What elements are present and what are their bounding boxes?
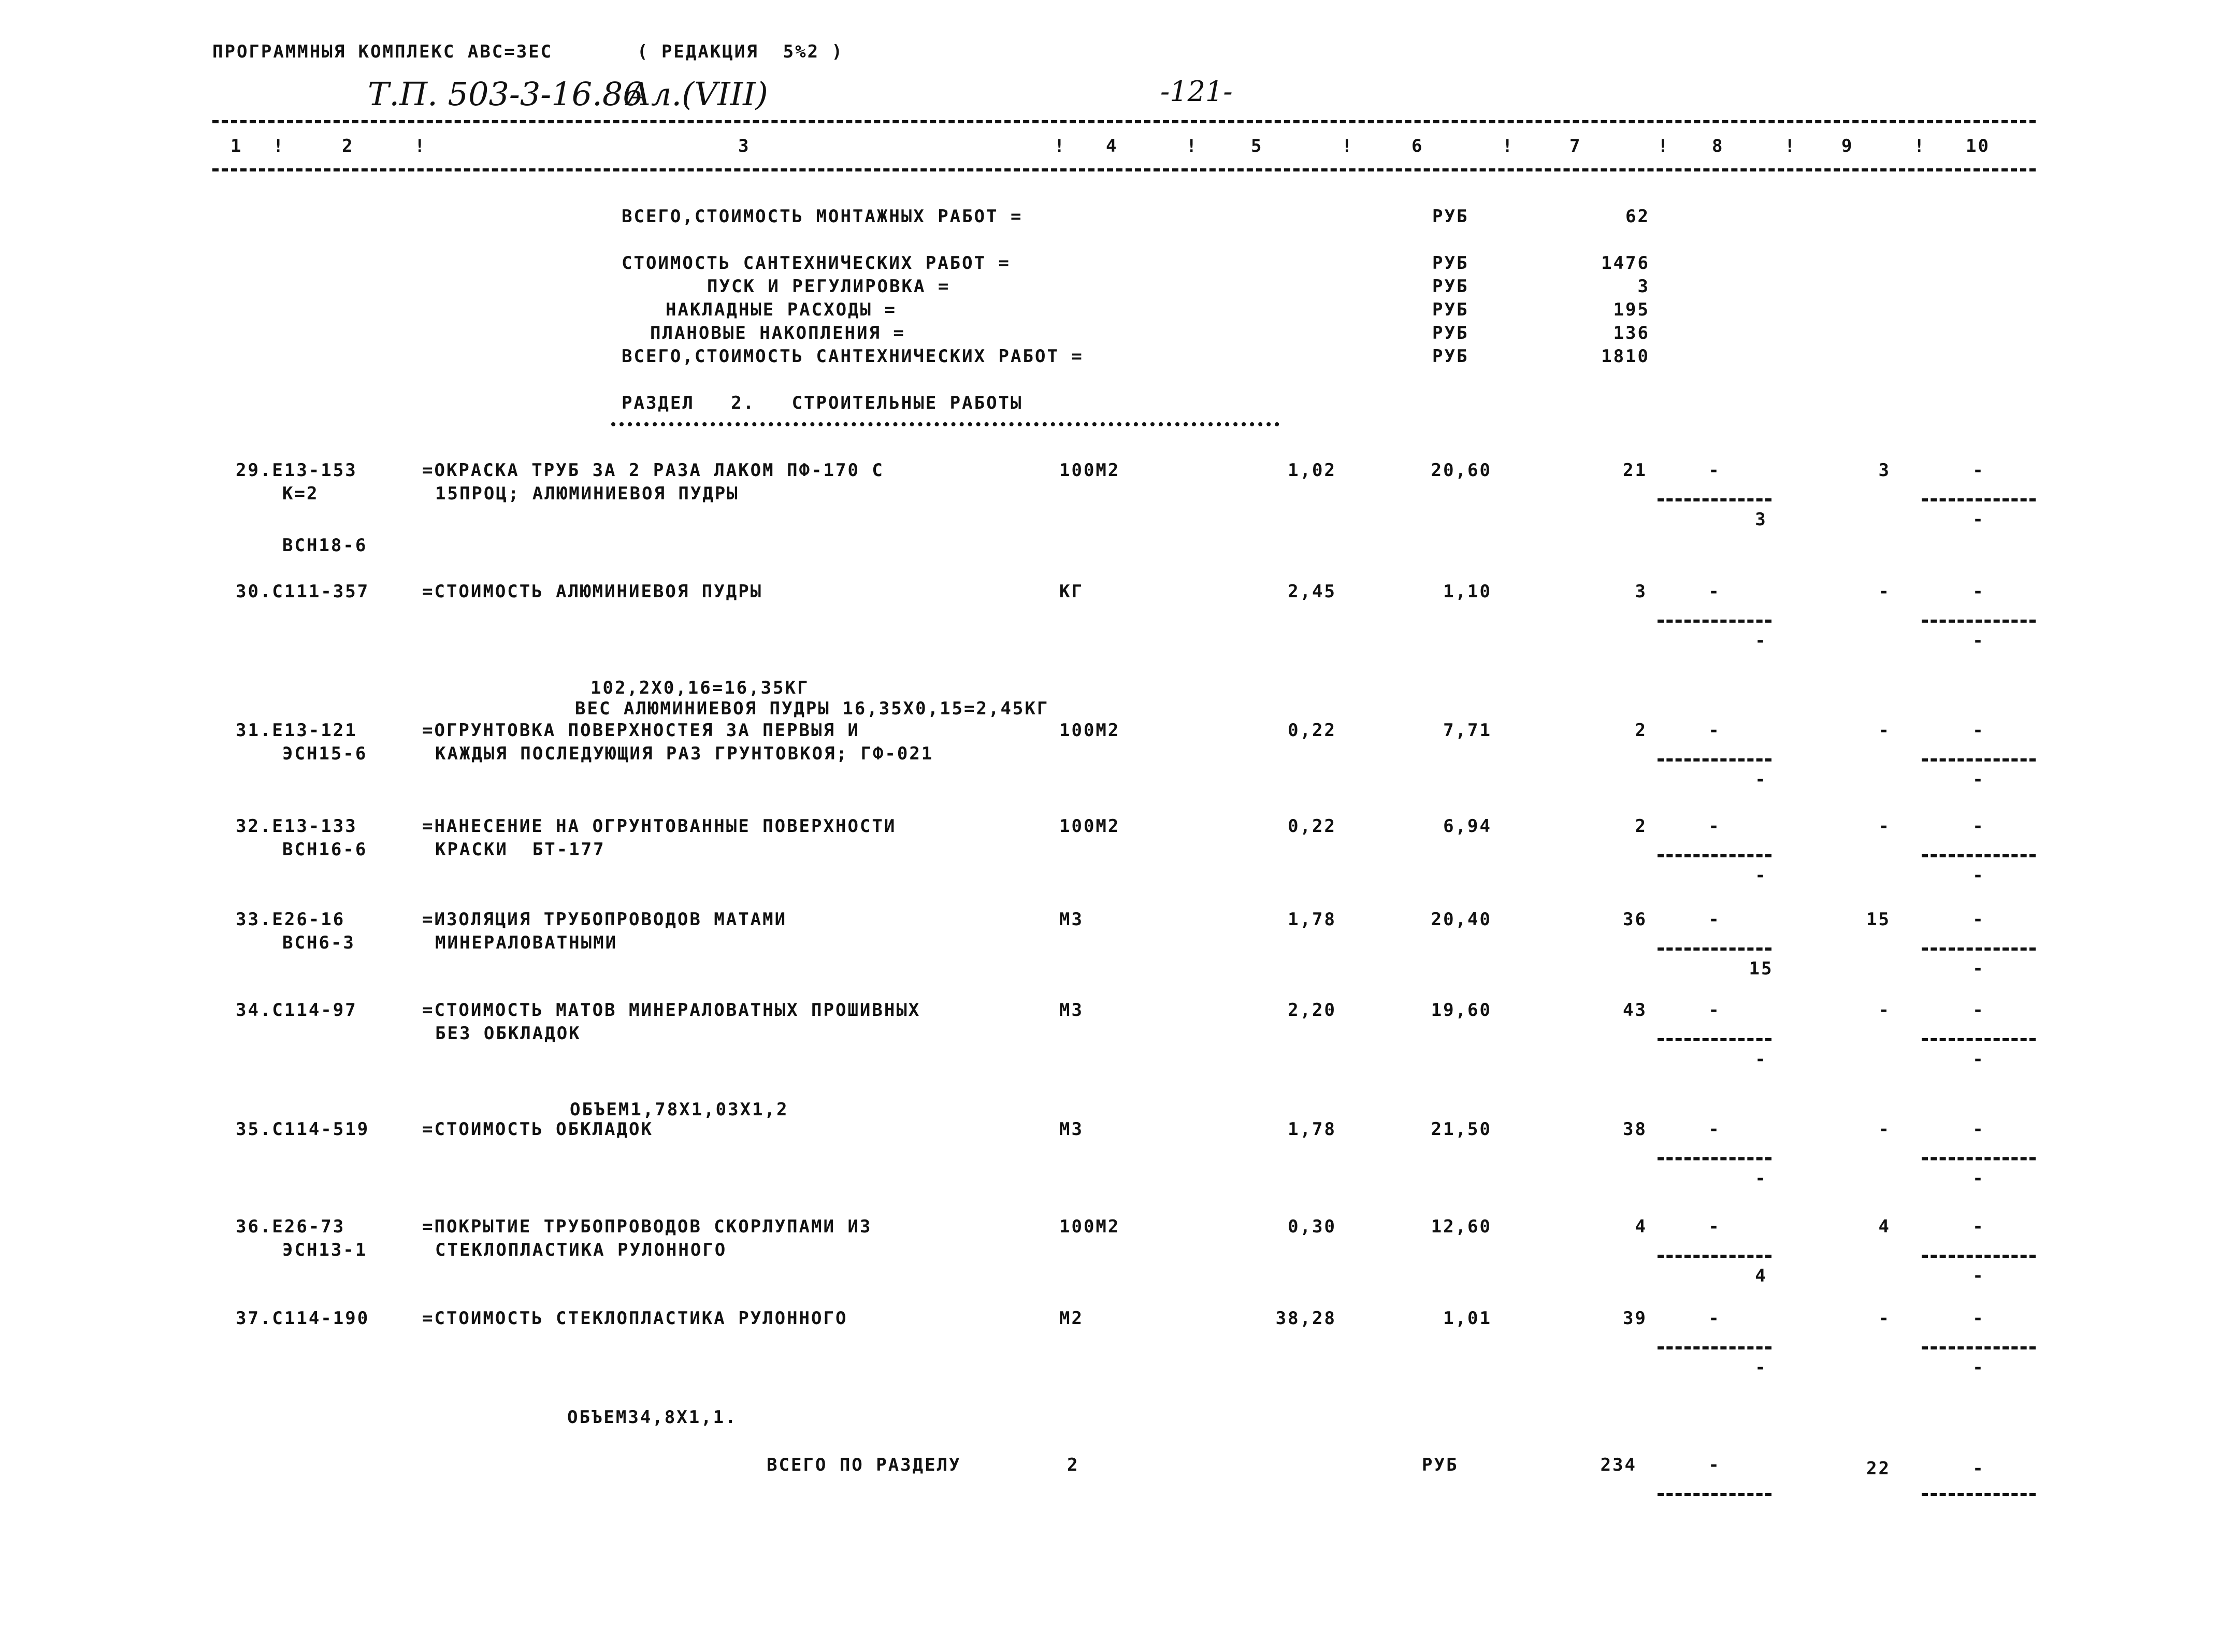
col-5: 5: [1251, 136, 1263, 156]
fraction-line: [1922, 1038, 2036, 1041]
col-10: 10: [1966, 136, 1990, 156]
row-col8-top: -: [1708, 1216, 1721, 1237]
summary-line-value: 3: [1637, 276, 1650, 297]
col-sep: !: [414, 136, 427, 156]
row-col10-top: -: [1972, 816, 1985, 837]
row-col8-top: -: [1708, 581, 1721, 602]
calc-note: ВЕС АЛЮМИНИЕВОЯ ПУДРЫ 16,35Х0,15=2,45КГ: [575, 698, 1049, 719]
fraction-line: [1658, 854, 1771, 857]
col-sep: !: [1502, 136, 1515, 156]
section-total-col9: 22: [1866, 1458, 1891, 1479]
summary-line-value: 195: [1613, 299, 1650, 320]
row-code: 31.Е13-121: [236, 720, 357, 741]
fraction-line: [1658, 947, 1771, 951]
summary-line-label: ВСЕГО,СТОИМОСТЬ САНТЕХНИЧЕСКИХ РАБОТ =: [622, 346, 1084, 367]
fraction-line: [1922, 1346, 2036, 1349]
row-description-cont: КАЖДЫЯ ПОСЛЕДУЮЩИЯ РАЗ ГРУНТОВКОЯ; ГФ-021: [435, 743, 934, 764]
row-col10-bottom: -: [1972, 1357, 1985, 1378]
row-description: =СТОИМОСТЬ АЛЮМИНИЕВОЯ ПУДРЫ: [422, 581, 763, 602]
row-col9: 3: [1878, 460, 1891, 481]
col-sep: !: [1658, 136, 1670, 156]
fraction-line: [1922, 498, 2036, 501]
section-total-unit: РУБ: [1422, 1455, 1459, 1475]
row-quantity: 0,30: [1288, 1216, 1336, 1237]
row-col9: -: [1878, 816, 1891, 837]
sheet-label: Ал.(VIII): [627, 75, 768, 113]
row-total: 39: [1623, 1308, 1647, 1329]
row-description: =ИЗОЛЯЦИЯ ТРУБОПРОВОДОВ МАТАМИ: [422, 909, 787, 930]
summary-line-label: ПУСК И РЕГУЛИРОВКА =: [707, 276, 950, 297]
row-code-secondary: ВСН6-3: [282, 932, 355, 953]
section-total-label: ВСЕГО ПО РАЗДЕЛУ: [767, 1455, 961, 1475]
row-price: 20,40: [1431, 909, 1492, 930]
row-code-secondary: К=2: [282, 483, 319, 504]
row-unit: М2: [1059, 1308, 1084, 1329]
row-col10-bottom: -: [1972, 1049, 1985, 1070]
row-code-secondary: ВСН16-6: [282, 839, 368, 860]
row-quantity: 0,22: [1288, 816, 1336, 837]
row-code-secondary: ЭСН15-6: [282, 743, 368, 764]
fraction-line: [1922, 1157, 2036, 1160]
row-col10-bottom: -: [1972, 958, 1985, 979]
row-price: 6,94: [1443, 816, 1492, 837]
fraction-line: [1922, 1255, 2036, 1258]
row-code: 33.Е26-16: [236, 909, 345, 930]
row-col8-bottom: -: [1755, 769, 1767, 790]
row-description-cont: БЕЗ ОБКЛАДОК: [435, 1023, 581, 1044]
fraction-line: [1658, 1157, 1771, 1160]
page-number: -121-: [1160, 75, 1233, 108]
row-col8-bottom: -: [1755, 865, 1767, 886]
row-code: 32.Е13-133: [236, 816, 357, 837]
row-code: 29.Е13-153: [236, 460, 357, 481]
row-col8-top: -: [1708, 1308, 1721, 1329]
row-code: 37.С114-190: [236, 1308, 370, 1329]
fraction-line: [1658, 498, 1771, 501]
row-unit: 100М2: [1059, 460, 1120, 481]
row-code-secondary: ЭСН13-1: [282, 1240, 368, 1260]
summary-line-label: СТОИМОСТЬ САНТЕХНИЧЕСКИХ РАБОТ =: [622, 253, 1011, 274]
row-unit: 100М2: [1059, 720, 1120, 741]
row-col8-top: -: [1708, 909, 1721, 930]
row-description: =СТОИМОСТЬ МАТОВ МИНЕРАЛОВАТНЫХ ПРОШИВНЫХ: [422, 1000, 921, 1021]
fraction-line: [1922, 620, 2036, 623]
row-description-cont: КРАСКИ БТ-177: [435, 839, 606, 860]
row-col10-top: -: [1972, 460, 1985, 481]
row-col10-top: -: [1972, 1000, 1985, 1021]
row-col9: -: [1878, 1308, 1891, 1329]
row-quantity: 0,22: [1288, 720, 1336, 741]
program-title: ПРОГРАММНЫЯ КОМПЛЕКС АВС=ЗЕС: [212, 41, 553, 62]
summary-line-unit: РУБ: [1432, 253, 1469, 274]
row-unit: 100М2: [1059, 816, 1120, 837]
row-price: 21,50: [1431, 1119, 1492, 1140]
row-col8-top: -: [1708, 720, 1721, 741]
row-code: 35.С114-519: [236, 1119, 370, 1140]
row-price: 1,10: [1443, 581, 1492, 602]
install-total-unit: РУБ: [1432, 206, 1469, 227]
section-total-value: 234: [1600, 1455, 1637, 1475]
section-total-number: 2: [1067, 1455, 1079, 1475]
row-quantity: 2,45: [1288, 581, 1336, 602]
row-col8-top: -: [1708, 1119, 1721, 1140]
row-col10-bottom: -: [1972, 509, 1985, 530]
fraction-line: [1658, 620, 1771, 623]
col-9: 9: [1841, 136, 1854, 156]
row-col8-bottom: -: [1755, 630, 1767, 651]
fraction-line: [1922, 947, 2036, 951]
header-rule-top: [212, 120, 2036, 123]
row-col10-top: -: [1972, 1216, 1985, 1237]
col-sep: !: [1186, 136, 1199, 156]
row-description-cont: 15ПРОЦ; АЛЮМИНИЕВОЯ ПУДРЫ: [435, 483, 739, 504]
row-total: 4: [1635, 1216, 1647, 1237]
section-total-col8: -: [1708, 1455, 1721, 1475]
row-unit: КГ: [1059, 581, 1084, 602]
row-total: 2: [1635, 720, 1647, 741]
fraction-line: [1658, 1346, 1771, 1349]
col-1: 1: [230, 136, 243, 156]
row-description: =ОКРАСКА ТРУБ ЗА 2 РАЗА ЛАКОМ ПФ-170 С: [422, 460, 884, 481]
row-col8-bottom: 3: [1755, 509, 1767, 530]
document-code: Т.П. 503-3-16.86: [368, 75, 643, 113]
row-total: 3: [1635, 581, 1647, 602]
row-price: 20,60: [1431, 460, 1492, 481]
col-4: 4: [1106, 136, 1118, 156]
section-underline: [611, 422, 1279, 426]
calc-note: 102,2Х0,16=16,35КГ: [590, 678, 810, 698]
row-price: 1,01: [1443, 1308, 1492, 1329]
row-col9: -: [1878, 1119, 1891, 1140]
row-unit: М3: [1059, 909, 1084, 930]
row-col10-bottom: -: [1972, 865, 1985, 886]
row-col10-top: -: [1972, 581, 1985, 602]
row-unit: М3: [1059, 1000, 1084, 1021]
row-quantity: 1,78: [1288, 1119, 1336, 1140]
row-total: 38: [1623, 1119, 1647, 1140]
fraction-line: [1922, 1493, 2036, 1496]
summary-line-unit: РУБ: [1432, 323, 1469, 343]
summary-line-unit: РУБ: [1432, 276, 1469, 297]
row-col10-top: -: [1972, 720, 1985, 741]
header-rule-bottom: [212, 168, 2036, 171]
row-col10-bottom: -: [1972, 1266, 1985, 1286]
row-col8-bottom: 15: [1749, 958, 1774, 979]
row-col8-top: -: [1708, 460, 1721, 481]
row-price: 7,71: [1443, 720, 1492, 741]
section-title: РАЗДЕЛ 2. СТРОИТЕЛЬНЫЕ РАБОТЫ: [622, 393, 1023, 413]
summary-line-label: ПЛАНОВЫЕ НАКОПЛЕНИЯ =: [650, 323, 905, 343]
row-col10-bottom: -: [1972, 630, 1985, 651]
row-description: =ОГРУНТОВКА ПОВЕРХНОСТЕЯ ЗА ПЕРВЫЯ И: [422, 720, 860, 741]
row-description: =ПОКРЫТИЕ ТРУБОПРОВОДОВ СКОРЛУПАМИ ИЗ: [422, 1216, 872, 1237]
col-sep: !: [1914, 136, 1926, 156]
row-col9: -: [1878, 581, 1891, 602]
row-col10-top: -: [1972, 1119, 1985, 1140]
summary-line-value: 1476: [1601, 253, 1650, 274]
row-description-cont: МИНЕРАЛОВАТНЫМИ: [435, 932, 618, 953]
row-quantity: 1,78: [1288, 909, 1336, 930]
row-code: 30.С111-357: [236, 581, 370, 602]
row-quantity: 2,20: [1288, 1000, 1336, 1021]
col-2: 2: [342, 136, 354, 156]
summary-line-unit: РУБ: [1432, 299, 1469, 320]
row-col8-bottom: -: [1755, 1357, 1767, 1378]
row-col10-top: -: [1972, 1308, 1985, 1329]
row-col9: 15: [1866, 909, 1891, 930]
row-unit: 100М2: [1059, 1216, 1120, 1237]
row-price: 12,60: [1431, 1216, 1492, 1237]
col-sep: !: [1342, 136, 1354, 156]
row-description: =СТОИМОСТЬ ОБКЛАДОК: [422, 1119, 653, 1140]
row-col8-bottom: -: [1755, 1049, 1767, 1070]
summary-line-value: 136: [1613, 323, 1650, 343]
row-total: 2: [1635, 816, 1647, 837]
row-description: =НАНЕСЕНИЕ НА ОГРУНТОВАННЫЕ ПОВЕРХНОСТИ: [422, 816, 897, 837]
row-description-cont: СТЕКЛОПЛАСТИКА РУЛОННОГО: [435, 1240, 727, 1260]
row-total: 43: [1623, 1000, 1647, 1021]
install-total-label: ВСЕГО,СТОИМОСТЬ МОНТАЖНЫХ РАБОТ =: [622, 206, 1023, 227]
edition-label: ( РЕДАКЦИЯ 5%2 ): [637, 41, 844, 62]
summary-line-value: 1810: [1601, 346, 1650, 367]
col-sep: !: [273, 136, 285, 156]
col-7: 7: [1569, 136, 1582, 156]
row-col9: -: [1878, 720, 1891, 741]
fraction-line: [1922, 854, 2036, 857]
row-col9: -: [1878, 1000, 1891, 1021]
row-col10-bottom: -: [1972, 1168, 1985, 1189]
col-8: 8: [1712, 136, 1724, 156]
calc-note: ОБЪЕМ34,8Х1,1.: [567, 1407, 738, 1428]
row-quantity: 38,28: [1275, 1308, 1336, 1329]
summary-line-unit: РУБ: [1432, 346, 1469, 367]
row-col10-top: -: [1972, 909, 1985, 930]
fraction-line: [1658, 1038, 1771, 1041]
fraction-line: [1658, 758, 1771, 762]
row-col9: 4: [1878, 1216, 1891, 1237]
row-col8-bottom: -: [1755, 1168, 1767, 1189]
col-sep: !: [1784, 136, 1797, 156]
row-description: =СТОИМОСТЬ СТЕКЛОПЛАСТИКА РУЛОННОГО: [422, 1308, 848, 1329]
row-quantity: 1,02: [1288, 460, 1336, 481]
row-code: 34.С114-97: [236, 1000, 357, 1021]
row-code-tertiary: ВСН18-6: [282, 535, 368, 556]
fraction-line: [1922, 758, 2036, 762]
row-total: 36: [1623, 909, 1647, 930]
section-total-col10: -: [1972, 1458, 1985, 1479]
row-total: 21: [1623, 460, 1647, 481]
fraction-line: [1658, 1493, 1771, 1496]
col-3: 3: [738, 136, 751, 156]
calc-note: ОБЪЕМ1,78Х1,03Х1,2: [570, 1099, 789, 1120]
row-col10-bottom: -: [1972, 769, 1985, 790]
row-col8-bottom: 4: [1755, 1266, 1767, 1286]
row-col8-top: -: [1708, 816, 1721, 837]
fraction-line: [1658, 1255, 1771, 1258]
row-price: 19,60: [1431, 1000, 1492, 1021]
col-sep: !: [1054, 136, 1067, 156]
row-unit: М3: [1059, 1119, 1084, 1140]
row-code: 36.Е26-73: [236, 1216, 345, 1237]
summary-line-label: НАКЛАДНЫЕ РАСХОДЫ =: [666, 299, 897, 320]
col-6: 6: [1411, 136, 1424, 156]
row-col8-top: -: [1708, 1000, 1721, 1021]
install-total-value: 62: [1625, 206, 1650, 227]
